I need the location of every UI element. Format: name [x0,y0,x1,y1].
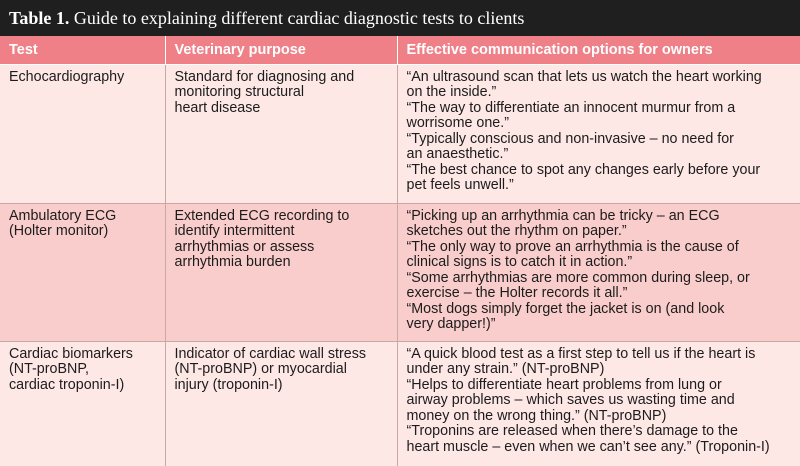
column-header-test: Test [0,36,165,64]
cell-test-text: Ambulatory ECG (Holter monitor) [9,207,117,239]
cell-purpose-text: Indicator of cardiac wall stress (NT-proBNP) or myocardial injury (troponin-I) [174,345,366,393]
cell-test [0,203,165,341]
cell-test [0,341,165,466]
cell-purpose [165,64,397,203]
header-row [0,36,800,64]
column-header-communication: Effective communication options for owners [397,36,800,64]
table-row [0,203,800,341]
cell-communication [397,203,800,341]
cell-purpose-text: Standard for diagnosing and monitoring structural heart disease [174,68,355,116]
table-title-prefix: Table 1. [9,8,70,28]
table-title [0,0,800,36]
cardiac-tests-table [0,36,800,466]
cell-communication [397,64,800,203]
cell-test-text: Echocardiography [9,68,125,85]
table-row [0,64,800,203]
cell-purpose-text: Extended ECG recording to identify intermittent arrhythmias or assess arrhythmia burden [174,207,350,270]
cell-communication-text: “Picking up an arrhythmia can be tricky – an ECG sketches out the rhythm on paper.” “The only way to prove an arrhythmia is the cause of clinical signs is to catch it in action.” “Some arrhythmias are more common during sleep, or exercise – the Holter records it all.” “Most dogs simply forget the jacket is on (and look very dapper!)” [406,207,750,332]
table-title-text: Guide to explaining different cardiac diagnostic tests to clients [69,8,525,28]
table-row [0,341,800,466]
cell-purpose [165,203,397,341]
column-header-purpose: Veterinary purpose [165,36,397,64]
cell-communication-text: “An ultrasound scan that lets us watch the heart working on the inside.” “The way to differentiate an innocent murmur from a worrisome one.” “Typically conscious and non-invasive – no need for an anaesthetic.” “The best chance to spot any changes early before your pet feels unwell.” [406,68,762,193]
cell-communication-text: “A quick blood test as a first step to tell us if the heart is under any strain.” (NT-proBNP) “Helps to differentiate heart problems from lung or airway problems – which saves us wasting time and money on the wrong thing.” (NT-proBNP) “Troponins are released when there’s damage to the heart muscle – even when we can’t see any.” (Troponin-I) [406,345,770,455]
cell-test [0,64,165,203]
cell-test-text: Cardiac biomarkers (NT-proBNP, cardiac troponin-I) [9,345,133,393]
cell-communication [397,341,800,466]
cell-purpose [165,341,397,466]
